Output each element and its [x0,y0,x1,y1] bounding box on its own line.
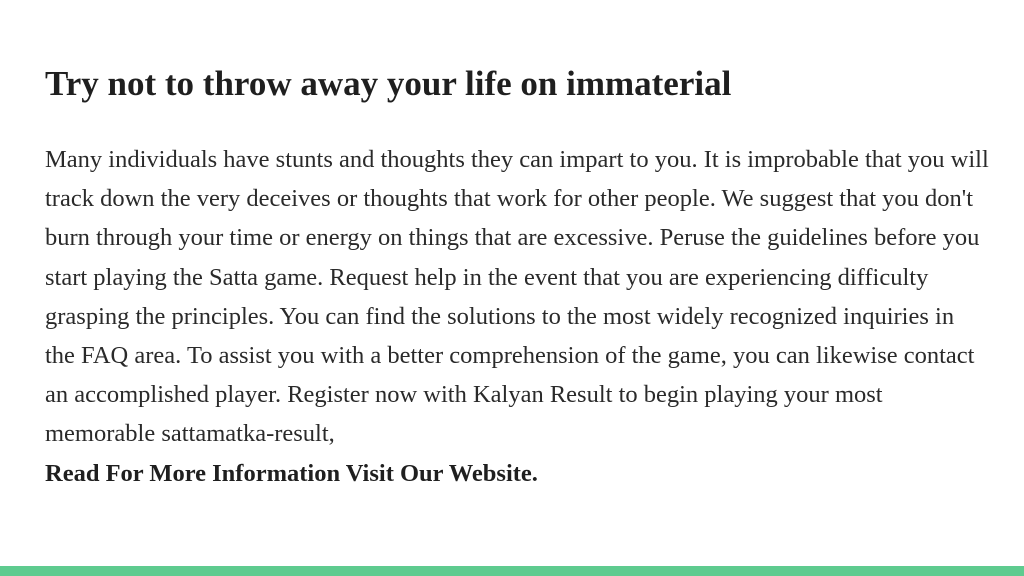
body-text: Many individuals have stunts and thoughts they can impart to you. It is improbable that you will track down the very deceives or thoughts that work for other people. We suggest that you don't burn through your time or energy on things that are excessive. Peruse the guidelines before you start playing the Satta game. Request help in the event that you are experiencing difficulty grasping the principles. You can find the solutions to the most widely recognized inquiries in the FAQ area. To assist you with a better comprehension of the game, you can likewise contact an accomplished player. Register now with Kalyan Result to begin playing your most memorable sattamatka-result, [45,146,989,448]
slide-body [45,140,990,493]
slide-title: Try not to throw away your life on immaterial [45,64,732,103]
accent-bar [0,566,1024,576]
call-to-action-link[interactable]: Read For More Information Visit Our Website. [45,459,538,487]
